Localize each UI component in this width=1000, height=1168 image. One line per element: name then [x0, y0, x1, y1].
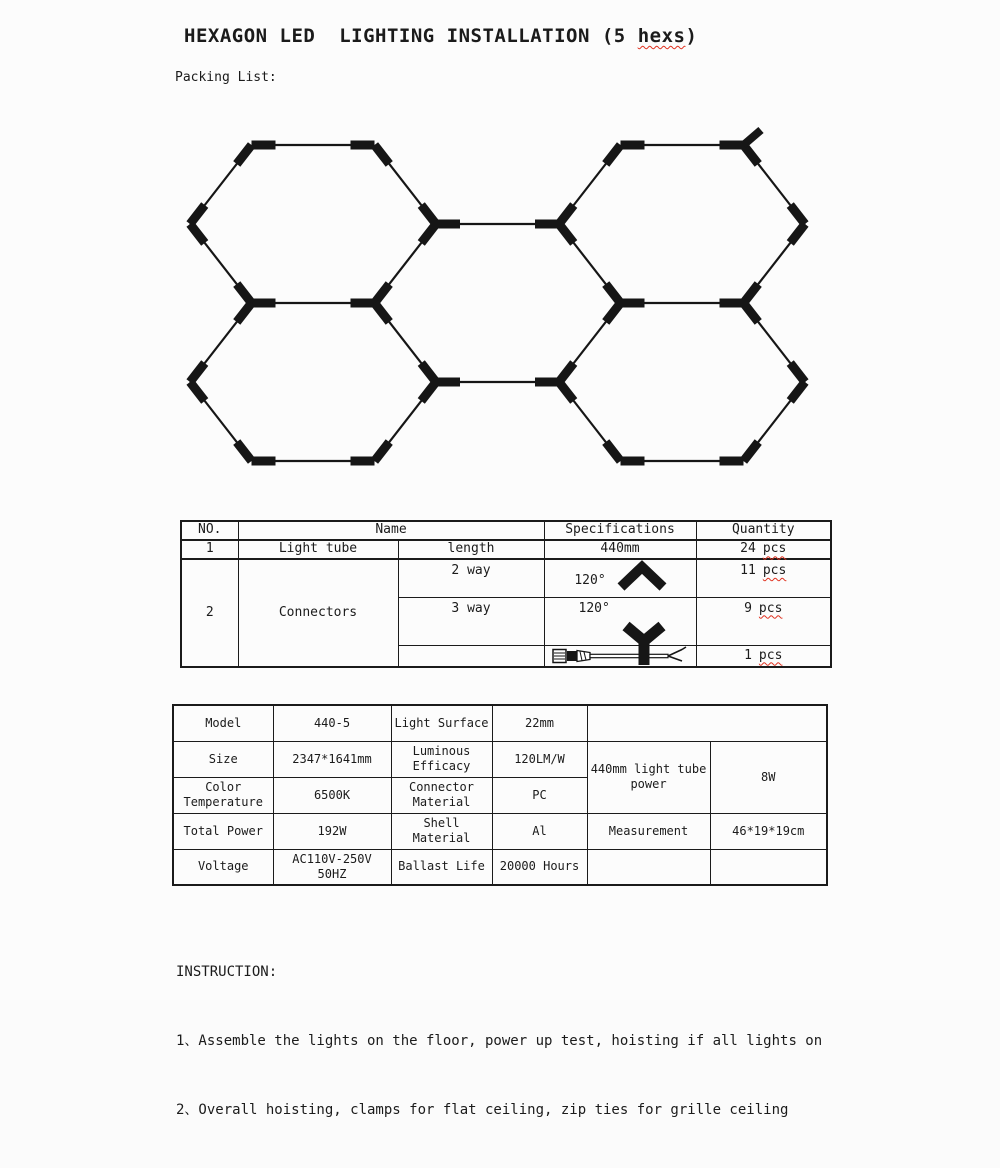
- total-power-label: Total Power: [173, 813, 273, 849]
- shell-material-label: Shell Material: [391, 813, 492, 849]
- qty-unit: pcs: [762, 541, 787, 557]
- instruction-line-1: 1、Assemble the lights on the floor, power up test, hoisting if all lights on: [176, 1033, 823, 1049]
- total-power-value: 192W: [273, 813, 391, 849]
- ballast-life-value: 20000 Hours: [492, 849, 587, 885]
- qty-number: 1: [744, 647, 752, 663]
- instruction-line-2: 2、Overall hoisting, clamps for flat ceiling, zip ties for grille ceiling: [176, 1102, 789, 1118]
- header-no: NO.: [181, 521, 238, 540]
- empty-cell: [710, 849, 827, 885]
- three-way-spec: [544, 597, 696, 645]
- header-quantity: Quantity: [696, 521, 831, 540]
- tube-power-label: 440mm light tube power: [587, 741, 710, 813]
- title-misspelled-word: hexs: [637, 25, 686, 47]
- empty-cell: [587, 849, 710, 885]
- three-way-qty: [696, 597, 831, 645]
- ballast-life-label: Ballast Life: [391, 849, 492, 885]
- tube-power-value: 8W: [710, 741, 827, 813]
- hexagon-layout-svg: [170, 120, 830, 480]
- two-way-angle: 120°: [574, 572, 606, 588]
- instructions-block: [176, 915, 822, 1168]
- luminous-efficacy-label: Luminous Efficacy: [391, 741, 492, 777]
- color-temp-value: 6500K: [273, 777, 391, 813]
- spec-row-total-power: [173, 813, 827, 849]
- shell-material-value: Al: [492, 813, 587, 849]
- packing-table-header-row: [181, 521, 831, 540]
- qty-unit: pcs: [758, 600, 783, 616]
- two-way-qty: [696, 559, 831, 597]
- table-row-light-tube: [181, 540, 831, 559]
- qty-unit: pcs: [762, 563, 787, 578]
- qty-number: 24: [740, 541, 756, 557]
- title-close-paren: ): [685, 25, 698, 47]
- empty-cell: [587, 705, 827, 741]
- two-way-sub: 2 way: [398, 559, 544, 597]
- packing-list-label: Packing List:: [175, 70, 277, 85]
- spec-row-voltage: [173, 849, 827, 885]
- light-tube-sub: length: [398, 540, 544, 559]
- table-row-2way-connector: [181, 559, 831, 597]
- header-specifications: Specifications: [544, 521, 696, 540]
- model-value: 440-5: [273, 705, 391, 741]
- instructions-heading: INSTRUCTION:: [176, 964, 278, 980]
- voltage-value: AC110V-250V 50HZ: [273, 849, 391, 885]
- size-label: Size: [173, 741, 273, 777]
- power-cord-sub: [398, 645, 544, 667]
- size-value: 2347*1641mm: [273, 741, 391, 777]
- light-surface-label: Light Surface: [391, 705, 492, 741]
- page-title: [184, 25, 697, 47]
- light-surface-value: 22mm: [492, 705, 587, 741]
- spec-row-model: [173, 705, 827, 741]
- light-tube-spec: 440mm: [544, 540, 696, 559]
- measurement-label: Measurement: [587, 813, 710, 849]
- voltage-label: Voltage: [173, 849, 273, 885]
- three-way-sub: 3 way: [398, 597, 544, 645]
- specifications-table: [172, 704, 828, 886]
- measurement-value: 46*19*19cm: [710, 813, 827, 849]
- light-tube-qty: [696, 540, 831, 559]
- connectors-name: Connectors: [238, 559, 398, 667]
- two-way-connector-icon: [618, 563, 666, 590]
- power-cord-qty: [696, 645, 831, 667]
- connectors-no: 2: [181, 559, 238, 667]
- three-way-connector-icon: [621, 622, 667, 666]
- three-way-angle: 120°: [578, 600, 610, 616]
- two-way-spec: [544, 559, 696, 597]
- qty-number: 9: [744, 600, 752, 616]
- spec-row-size: [173, 741, 827, 777]
- packing-list-table: [180, 520, 832, 668]
- qty-number: 11: [740, 563, 756, 578]
- connector-material-label: Connector Material: [391, 777, 492, 813]
- light-tube-no: 1: [181, 540, 238, 559]
- header-name: Name: [238, 521, 544, 540]
- title-text: HEXAGON LED LIGHTING INSTALLATION (5: [184, 25, 638, 47]
- qty-unit: pcs: [758, 647, 783, 663]
- light-tube-name: Light tube: [238, 540, 398, 559]
- model-label: Model: [173, 705, 273, 741]
- color-temp-label: Color Temperature: [173, 777, 273, 813]
- luminous-efficacy-value: 120LM/W: [492, 741, 587, 777]
- connector-material-value: PC: [492, 777, 587, 813]
- hexagon-layout-diagram: [170, 120, 830, 480]
